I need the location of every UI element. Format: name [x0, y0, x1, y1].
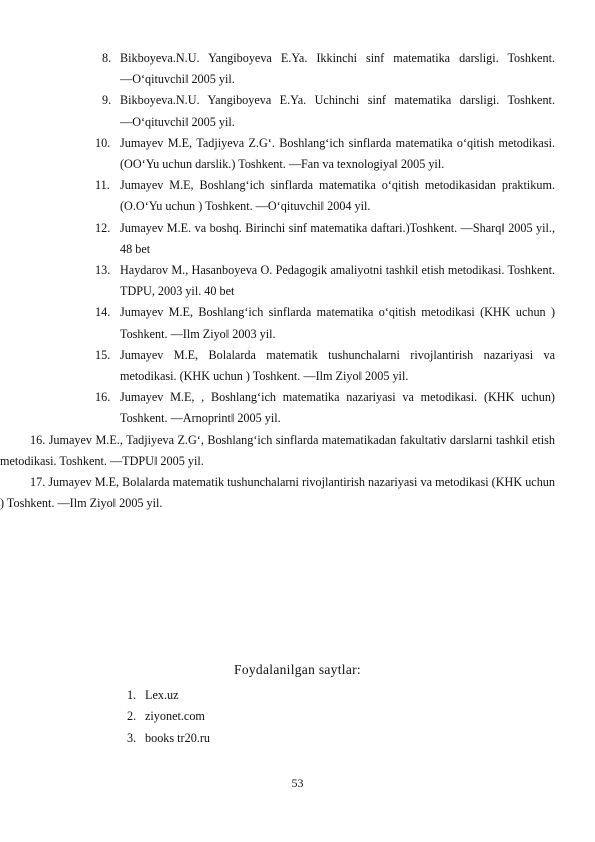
reference-item [84, 90, 555, 132]
reference-item [84, 387, 555, 429]
reference-number: 14. [95, 305, 111, 320]
reference-text: Jumayev M.E, Boshlang‘ich sinflarda matematika o‘qitish metodikasi (KHK uchun ) Toshkent. ―Ilm Ziyo‖ 2003 yil. [120, 305, 555, 341]
reference-text: Jumayev M.E, Bolalarda matematik tushunchalarni rivojlantirish nazariyasi va metodikasi. (KHK uchun ) Toshkent. ―Ilm Ziyo‖ 2005 yil. [120, 347, 555, 384]
reference-number: 8. [102, 51, 112, 65]
reference-item [84, 48, 555, 90]
reference-number: 11. [95, 178, 110, 193]
reference-item [84, 175, 555, 217]
sites-list [118, 685, 210, 749]
site-item [118, 706, 210, 727]
reference-item [84, 302, 555, 344]
site-text: Lex.uz [145, 688, 179, 702]
reference-number: 9. [102, 93, 112, 108]
reference-paragraph: 17. Jumayev M.E, Bolalarda matematik tushunchalarni rivojlantirish nazariyasi va metodikasi (KHK uchun ) Toshkent. ―Ilm Ziyo‖ 2005 yil. [0, 475, 555, 511]
reference-text: Jumayev M.E, , Boshlang‘ich matematika nazariyasi va metodikasi. (KHK uchun) Toshkent. ―Arnoprint‖ 2005 yil. [120, 390, 555, 426]
reference-item [84, 260, 555, 302]
sites-heading: Foydalanilgan saytlar: [234, 662, 361, 677]
reference-list [0, 48, 555, 514]
site-number: 2. [127, 709, 137, 724]
reference-item [84, 345, 555, 387]
site-text: books tr20.ru [145, 730, 210, 745]
reference-text: Bikboyeva.N.U. Yangiboyeva E.Ya. Ikkinchi sinf matematika darsligi. Toshkent. ―O‘qituvchi‖ 2005 yil. [120, 51, 555, 87]
reference-number: 15. [95, 347, 111, 362]
reference-number: 16. [95, 390, 111, 405]
reference-number: 13. [95, 263, 111, 278]
site-text: ziyonet.com [145, 709, 205, 724]
reference-item [84, 218, 555, 260]
page-number: 53 [291, 776, 304, 790]
reference-number: 12. [95, 220, 111, 235]
reference-paragraph: 16. Jumayev M.E., Tadjiyeva Z.G‘, Boshlang‘ich sinflarda matematikadan fakultativ darslarni tashkil etish metodikasi. Toshkent. ―TDPU‖ 2005 yil. [0, 432, 555, 468]
reference-text: Haydarov M., Hasanboyeva O. Pedagogik amaliyotni tashkil etish metodikasi. Toshkent. TDPU, 2003 yil. 40 bet [120, 263, 555, 299]
reference-text: Jumayev M.E. va boshq. Birinchi sinf matematika daftari.)Toshkent. ―Sharq‖ 2005 yil., 48 bet [120, 220, 555, 256]
reference-text: Bikboyeva.N.U. Yangiboyeva E.Ya. Uchinchi sinf matematika darsligi. Toshkent. ―O‘qituvchi‖ 2005 yil. [120, 93, 555, 129]
reference-text: Jumayev M.E, Tadjiyeva Z.G‘. Boshlang‘ich sinflarda matematika o‘qitish metodikasi. (OO‘Yu uchun darslik.) Toshkent. ―Fan va texnologiya‖ 2005 yil. [120, 135, 555, 172]
reference-number: 10. [95, 135, 111, 150]
site-number: 1. [127, 688, 137, 702]
reference-text: Jumayev M.E, Boshlang‘ich sinflarda matematika o‘qitish metodikasidan praktikum. (O.O‘Yu uchun ) Toshkent. ―O‘qituvchi‖ 2004 yil. [120, 178, 555, 214]
site-item [118, 728, 210, 749]
reference-item [84, 133, 555, 175]
site-number: 3. [127, 730, 137, 745]
site-item [118, 685, 210, 706]
